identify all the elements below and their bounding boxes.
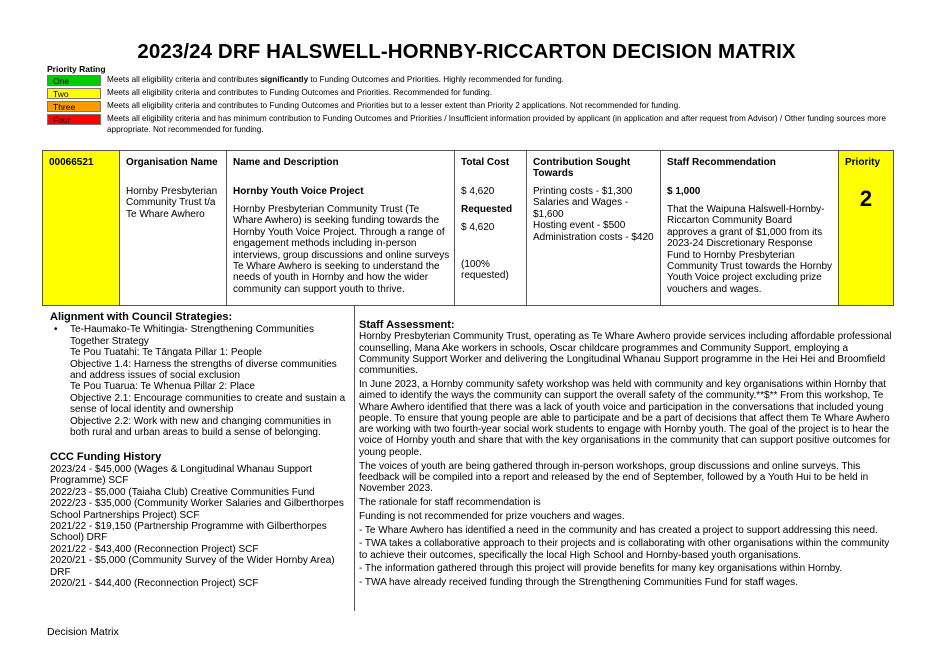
alignment-line: Te Pou Tuarua: Te Whenua Pillar 2: Place (70, 381, 255, 393)
assessment-paragraph: The voices of youth are being gathered through in-person workshops, group discussions and online surveys. This feedback will be compiled into a report and released by the end of September, followed by a Youth Hui to be held in November 2023. (359, 460, 869, 495)
assessment-paragraph: Hornby Presbyterian Community Trust, operating as Te Whare Awhero provide services including affordable professional counselling, Mana Ake workers in schools, Oscar childcare programmes and Community Support, employing a Community Support Worker and delivering the Longitudinal Whanau Support programme in the Hei Hei and Broomfield communities. (359, 331, 892, 377)
legend-row-four (47, 113, 907, 135)
alignment-line: Te Pou Tuatahi: Te Tāngata Pillar 1: People (70, 347, 262, 359)
name-description-cell (227, 151, 455, 305)
assessment-paragraph: - The information gathered through this project will provide benefits for many key organisations within Hornby. (359, 563, 843, 575)
staff-recommendation-amount: $ 1,000 (667, 186, 701, 197)
organisation-header: Organisation Name (126, 157, 218, 168)
page-title: 2023/24 DRF HALSWELL-HORNBY-RICCARTON DECISION MATRIX (137, 40, 796, 63)
legend-text-three: Meets all eligibility criteria and contributes to Funding Outcomes and Priorities but to a lesser extent than Priority 2 applications. Not recommended for funding. (107, 101, 681, 110)
funding-history-item: 2020/21 - $5,000 (Community Survey of the Wider Hornby Area) DRF (50, 555, 335, 578)
funding-history-item: 2022/23 - $5,000 (Taiaha Club) Creative Communities Fund (50, 486, 315, 498)
priority-rating-label: Priority Rating (47, 64, 106, 74)
staff-assessment-title: Staff Assessment: (359, 319, 455, 331)
contribution-list (533, 186, 656, 243)
legend-swatch-four: Four (47, 114, 101, 125)
contribution-cell (527, 151, 661, 305)
total-cost-value: $ 4,620 (461, 186, 495, 197)
legend-swatch-one: One (47, 75, 101, 86)
staff-recommendation-cell (661, 151, 839, 305)
contribution-item: Hosting event - $500 (533, 220, 626, 232)
total-cost-cell (455, 151, 527, 305)
organisation-name: Hornby Presbyterian Community Trust t/a Te Whare Awhero (126, 186, 218, 220)
left-column (50, 312, 346, 589)
alignment-line: Te-Haumako-Te Whitingia- Strengthening Communities Together Strategy (70, 324, 314, 347)
legend-row-two (47, 87, 907, 100)
application-id-cell (43, 151, 120, 305)
contribution-item: Printing costs - $1,300 (533, 186, 633, 197)
priority-value: 2 (859, 186, 873, 211)
legend-text-two: Meets all eligibility criteria and contributes to Funding Outcomes and Priorities. Recommended for funding. (107, 88, 493, 97)
contribution-item: Salaries and Wages - $1,600 (533, 197, 629, 220)
funding-history-item: 2023/24 - $45,000 (Wages & Longitudinal Whanau Support Programme) SCF (50, 463, 313, 487)
legend-swatch-three: Three (47, 101, 101, 112)
legend-text-one: Meets all eligibility criteria and contributes significantly to Funding Outcomes and Priorities. Highly recommended for funding. (107, 75, 564, 84)
alignment-line: Objective 1.4: Harness the strengths of diverse communities and address issues of social exclusion (70, 358, 337, 382)
alignment-list (50, 324, 346, 438)
name-description-header: Name and Description (233, 157, 339, 168)
requested-label: Requested (461, 204, 513, 215)
requested-percent: (100% requested) (461, 259, 509, 282)
contribution-item: Administration costs - $420 (533, 231, 654, 243)
application-table (42, 150, 894, 306)
staff-recommendation-text: That the Waipuna Halswell-Hornby-Riccarton Community Board approves a grant of $1,000 from its 2023-24 Discretionary Response Fund to Hornby Presbyterian Community Trust towards the Hornby Youth Voice project excluding prize vouchers and wages. (667, 204, 833, 295)
funding-history-item: 2020/21 - $44,400 (Reconnection Project) SCF (50, 577, 259, 589)
funding-history-title: CCC Funding History (50, 451, 162, 464)
funding-history-list (50, 464, 346, 589)
priority-legend (47, 74, 907, 135)
application-id: 00066521 (49, 157, 94, 168)
footer-label: Decision Matrix (47, 626, 119, 638)
requested-value: $ 4,620 (461, 222, 495, 233)
priority-header: Priority (845, 157, 881, 168)
project-description: Hornby Presbyterian Community Trust (Te Whare Awhero) is seeking funding towards the Hornby Youth Voice Project. Through a range of engagement methods including in-person interviews, group discussions and online surveys Te Whare Awhero is seeking to understand the needs of youth in Hornby and how the wider community can support youth to thrive. (233, 204, 450, 295)
assessment-paragraph: - Te Whare Awhero has identified a need in the community and has created a project to support addressing this need. (359, 524, 878, 536)
legend-swatch-two: Two (47, 88, 101, 99)
assessment-paragraph: - TWA takes a collaborative approach to their projects and is collaborating with other organisations within the community to achieve their outcomes, specifically the local High School and Hornby-based youth organisations. (359, 538, 890, 561)
alignment-line: Objective 2.1: Encourage communities to create and sustain a sense of local identity and ownership (70, 392, 346, 416)
funding-history-item: 2021/22 - $43,400 (Reconnection Project) SCF (50, 543, 259, 555)
alignment-title: Alignment with Council Strategies: (50, 311, 233, 323)
assessment-paragraph: Funding is not recommended for prize vouchers and wages. (359, 510, 625, 522)
organisation-cell (120, 151, 227, 305)
total-cost-header: Total Cost (461, 157, 510, 168)
contribution-header: Contribution Sought Towards (533, 157, 631, 180)
assessment-paragraph: The rationale for staff recommendation is (359, 496, 541, 508)
priority-cell (839, 151, 893, 305)
alignment-line: Objective 2.2: Work with new and changing communities in both rural and urban areas to build a sense of belonging. (70, 415, 332, 439)
assessment-paragraph: In June 2023, a Hornby community safety workshop was held with community and key organisations within Hornby that aimed to identify the ways the community can support the overall safety of the community.**$** From this workshop, Te Whare Awhero identified that there was a lack of youth voice and participation in the conversations that included young people. To ensure that young people are able to participate and be a part of decisions that affect them Te Whare Awhero are working with two fourth-year social work students to engage with Hornby youth. The goal of the project is to hear the voice of Hornby youth and share that with the key organisations in the community that can support positive outcomes for young people. (359, 378, 891, 458)
funding-history-item: 2021/22 - $19,150 (Partnership Programme with Gilberthorpes School) DRF (50, 520, 327, 544)
legend-row-three (47, 100, 907, 113)
bullet-icon: • (54, 324, 58, 336)
legend-text-four: Meets all eligibility criteria and has minimum contribution to Funding Outcomes and Priorities / Insufficient information provided by applicant (in application and after request from Advisor) / Other funding sources more appropriate. Not recommended for funding. (107, 114, 886, 134)
staff-assessment (354, 313, 894, 611)
funding-history-item: 2022/23 - $35,000 (Community Worker Salaries and Gilberthorpes School Partnerships Project) SCF (50, 498, 344, 521)
staff-recommendation-header: Staff Recommendation (667, 157, 776, 168)
legend-row-one (47, 74, 907, 87)
project-name: Hornby Youth Voice Project (233, 186, 364, 197)
assessment-paragraph: - TWA have already received funding through the Strengthening Communities Fund for staff wages. (359, 577, 798, 589)
